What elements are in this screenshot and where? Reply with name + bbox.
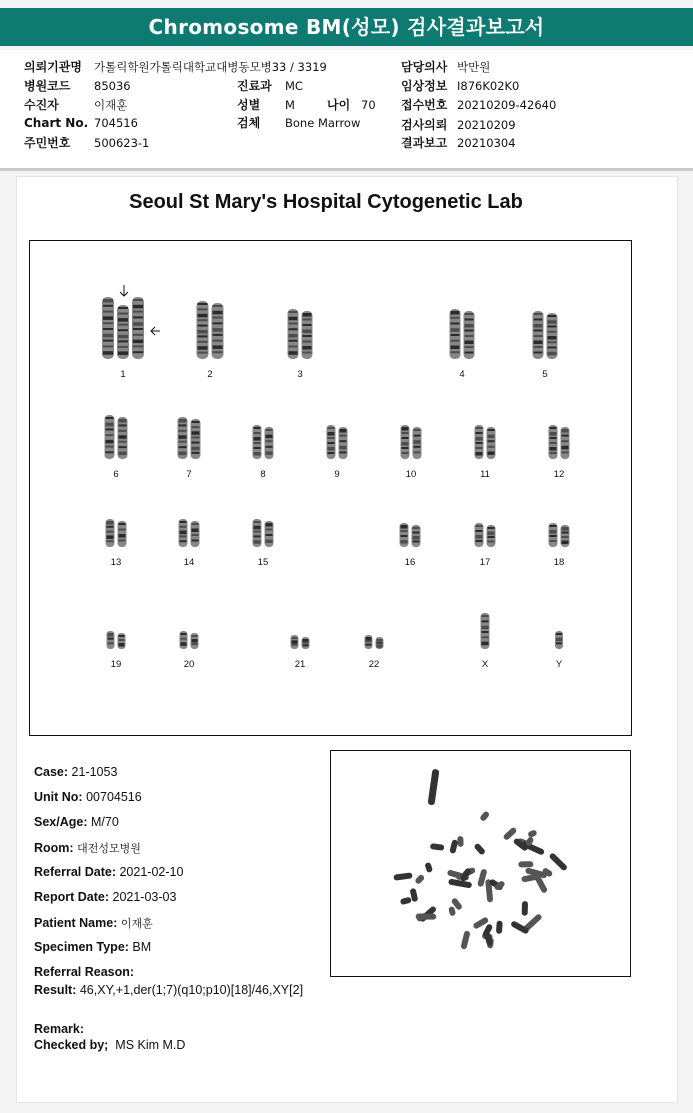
chromosome-shape bbox=[561, 427, 570, 459]
field-result bbox=[34, 983, 303, 997]
chromosome-shape bbox=[481, 613, 490, 649]
field-label: Referral Date: bbox=[34, 865, 116, 879]
field-label: Room: bbox=[34, 841, 74, 855]
chromosome-shape bbox=[118, 633, 126, 649]
info-value: M bbox=[285, 98, 295, 112]
metaphase-chromosome bbox=[448, 906, 456, 916]
field-value: M/70 bbox=[90, 815, 119, 829]
info-label: 검체 bbox=[237, 116, 261, 130]
chromosome-shape bbox=[547, 313, 558, 359]
info-receipt-no bbox=[401, 96, 556, 113]
field-referral-date bbox=[34, 865, 183, 879]
field-label: Patient Name: bbox=[34, 916, 118, 930]
field-case bbox=[34, 765, 117, 779]
info-value: 20210304 bbox=[457, 136, 516, 150]
metaphase-chromosome bbox=[430, 843, 445, 851]
field-report-date bbox=[34, 890, 176, 904]
karyotype-label: 10 bbox=[405, 469, 417, 480]
field-label: Report Date: bbox=[34, 890, 110, 904]
chromosome-shape bbox=[212, 303, 224, 359]
field-label: Result: bbox=[34, 983, 77, 997]
chromosome-shape bbox=[291, 635, 299, 649]
karyotype-label: 16 bbox=[404, 557, 416, 568]
field-specimen-type bbox=[34, 940, 151, 954]
field-value: 2021-03-03 bbox=[112, 890, 177, 904]
info-label: 나이 bbox=[327, 98, 351, 112]
metaphase-chromosome bbox=[428, 769, 440, 806]
field-value: 46,XY,+1,der(1;7)(q10;p10)[18]/46,XY[2] bbox=[79, 983, 304, 997]
field-label: Referral Reason: bbox=[34, 965, 135, 979]
info-department bbox=[237, 77, 303, 94]
chromosome-shape bbox=[533, 311, 544, 359]
karyotype-label: 3 bbox=[297, 369, 303, 380]
karyotype-label: 12 bbox=[553, 469, 565, 480]
info-patient bbox=[24, 96, 127, 113]
chromosome-shape bbox=[102, 297, 114, 359]
chromosome-shape bbox=[288, 309, 299, 359]
info-value: 70 bbox=[361, 98, 376, 112]
info-label: 수진자 bbox=[24, 98, 59, 112]
chromosome-shape bbox=[475, 425, 484, 459]
karyotype-label: 5 bbox=[542, 369, 548, 380]
metaphase-chromosome bbox=[522, 901, 528, 916]
karyotype-label: 17 bbox=[479, 557, 491, 568]
chromosome-shape bbox=[450, 309, 461, 359]
metaphase-chromosome bbox=[518, 861, 533, 867]
field-value: 2021-02-10 bbox=[119, 865, 184, 879]
field-value: 이재훈 bbox=[120, 918, 153, 930]
info-label: 의뢰기관명 bbox=[24, 60, 82, 74]
chromosome-shape bbox=[400, 523, 409, 547]
chromosome-shape bbox=[412, 525, 421, 547]
chromosome-shape bbox=[179, 519, 188, 547]
chromosome-shape bbox=[197, 301, 209, 359]
info-value: MC bbox=[285, 79, 303, 93]
info-age bbox=[327, 96, 376, 113]
info-report-date bbox=[401, 134, 516, 151]
karyotype-label: 8 bbox=[260, 469, 266, 480]
info-value: 20210209-42640 bbox=[457, 98, 557, 112]
chromosome-shape bbox=[549, 523, 558, 547]
chromosome-shape bbox=[549, 425, 558, 459]
metaphase-chromosome bbox=[496, 921, 503, 934]
chromosome-shape bbox=[327, 425, 336, 459]
field-value: 대전성모병원 bbox=[77, 843, 141, 855]
info-value: 이재훈 bbox=[94, 98, 128, 112]
chromosome-shape bbox=[487, 427, 496, 459]
info-institution bbox=[24, 58, 327, 75]
chromosome-shape bbox=[265, 521, 274, 547]
info-value: 가톨릭학원가톨릭대학교대병동모병33 / 3319 bbox=[94, 60, 327, 74]
karyotype-label: 1 bbox=[120, 369, 126, 380]
info-doctor bbox=[401, 58, 490, 75]
chromosome-shape bbox=[561, 525, 570, 547]
info-value: 박만원 bbox=[457, 60, 491, 74]
karyotype-label: Y bbox=[555, 659, 563, 670]
metaphase-chromosome bbox=[448, 878, 472, 888]
chromosome-shape bbox=[118, 417, 128, 459]
chromosome-shape bbox=[180, 631, 188, 649]
metaphase-chromosome bbox=[473, 842, 486, 855]
info-clinical bbox=[401, 77, 519, 94]
field-referral-reason bbox=[34, 965, 134, 979]
info-label: 성별 bbox=[237, 98, 261, 112]
info-label: Chart No. bbox=[24, 116, 89, 130]
metaphase-chromosome bbox=[424, 862, 433, 873]
chromosome-shape bbox=[302, 637, 310, 649]
metaphase-chromosome bbox=[527, 829, 537, 838]
karyotype-label: 15 bbox=[257, 557, 269, 568]
karyotype-label: 4 bbox=[459, 369, 465, 380]
field-value: 00704516 bbox=[86, 790, 142, 804]
chromosome-shape bbox=[191, 419, 201, 459]
info-label: 주민번호 bbox=[24, 136, 71, 150]
chromosome-shape bbox=[376, 637, 384, 649]
field-label: Sex/Age: bbox=[34, 815, 88, 829]
field-label: Checked by; bbox=[34, 1038, 109, 1052]
chromosome-shape bbox=[178, 417, 188, 459]
chromosome-shape bbox=[191, 633, 199, 649]
metaphase-spread-image bbox=[331, 751, 630, 976]
karyotype-label: 20 bbox=[183, 659, 195, 670]
metaphase-chromosome bbox=[457, 836, 463, 847]
karyotype-label: 13 bbox=[110, 557, 122, 568]
chromosome-shape bbox=[118, 521, 127, 547]
chromosome-shape bbox=[132, 297, 144, 359]
chromosome-shape bbox=[253, 519, 262, 547]
lab-name: Seoul St Mary's Hospital Cytogenetic Lab bbox=[129, 191, 523, 213]
field-remark bbox=[34, 1022, 84, 1036]
karyotype-label: 19 bbox=[110, 659, 122, 670]
info-value: I876K02K0 bbox=[457, 79, 520, 93]
info-specimen bbox=[237, 114, 360, 131]
info-value: 20210209 bbox=[457, 118, 516, 132]
info-value: 500623-1 bbox=[94, 136, 150, 150]
metaphase-chromosome bbox=[449, 839, 458, 854]
patient-info-panel bbox=[0, 50, 693, 171]
karyotype-label: 22 bbox=[368, 659, 380, 670]
info-label: 결과보고 bbox=[401, 136, 448, 150]
karyotype-label: 7 bbox=[186, 469, 192, 480]
chromosome-shape bbox=[339, 427, 348, 459]
chromosome-shape bbox=[401, 425, 410, 459]
field-value: 21-1053 bbox=[71, 765, 118, 779]
info-label: 진료과 bbox=[237, 79, 272, 93]
info-request-date bbox=[401, 116, 516, 133]
info-chart-no bbox=[24, 116, 138, 130]
karyotype-label: 6 bbox=[113, 469, 119, 480]
chromosome-shape bbox=[107, 631, 115, 649]
chromosome-shape bbox=[555, 631, 563, 649]
info-value: 85036 bbox=[94, 79, 131, 93]
karyotype-label: 11 bbox=[480, 469, 490, 480]
chromosome-shape bbox=[475, 523, 484, 547]
chromosome-shape bbox=[464, 311, 475, 359]
info-label: 검사의뢰 bbox=[401, 118, 448, 132]
field-value: MS Kim M.D bbox=[115, 1038, 186, 1052]
report-sheet bbox=[16, 176, 678, 1103]
report-title: Chromosome BM(성모) 검사결과보고서 bbox=[0, 8, 693, 46]
chromosome-shape bbox=[302, 311, 313, 359]
karyotype-label: 21 bbox=[294, 659, 306, 670]
field-value: BM bbox=[132, 940, 152, 954]
field-label: Specimen Type: bbox=[34, 940, 129, 954]
metaphase-chromosome bbox=[400, 897, 412, 906]
info-value: Bone Marrow bbox=[285, 116, 361, 130]
metaphase-chromosome bbox=[548, 852, 568, 872]
info-label: 병원코드 bbox=[24, 79, 71, 93]
field-sex-age bbox=[34, 815, 119, 829]
field-label: Remark: bbox=[34, 1022, 85, 1036]
chromosome-shape bbox=[365, 635, 373, 649]
info-label: 임상정보 bbox=[401, 79, 448, 93]
chromosome-shape bbox=[117, 305, 129, 359]
chromosome-shape bbox=[253, 425, 262, 459]
karyogram-panel bbox=[29, 240, 632, 736]
metaphase-chromosome bbox=[393, 872, 412, 880]
info-label: 담당의사 bbox=[401, 60, 448, 74]
info-sex bbox=[237, 96, 295, 113]
info-label: 접수번호 bbox=[401, 98, 448, 112]
chromosome-shape bbox=[191, 521, 200, 547]
field-unit-no bbox=[34, 790, 142, 804]
chromosome-shape bbox=[105, 415, 115, 459]
chromosome-shape bbox=[265, 427, 274, 459]
chromosome-shape bbox=[106, 519, 115, 547]
field-patient-name bbox=[34, 915, 153, 931]
chromosome-shape bbox=[487, 525, 496, 547]
karyotype-label: 9 bbox=[334, 469, 340, 480]
metaphase-chromosome bbox=[460, 930, 470, 949]
info-resident-no bbox=[24, 134, 149, 151]
karyotype-label: 14 bbox=[183, 557, 195, 568]
field-label: Unit No: bbox=[34, 790, 83, 804]
info-hospital-code bbox=[24, 77, 131, 94]
field-room bbox=[34, 840, 141, 856]
field-checked-by bbox=[34, 1038, 185, 1052]
karyotype-label: 2 bbox=[207, 369, 213, 380]
info-value: 704516 bbox=[94, 116, 138, 130]
metaphase-panel bbox=[330, 750, 631, 977]
chromosome-shape bbox=[413, 427, 422, 459]
metaphase-chromosome bbox=[414, 874, 425, 885]
karyotype-label: 18 bbox=[553, 557, 565, 568]
metaphase-chromosome bbox=[479, 810, 490, 822]
field-label: Case: bbox=[34, 765, 69, 779]
metaphase-chromosome bbox=[502, 826, 517, 841]
karyotype-label: X bbox=[481, 659, 489, 670]
